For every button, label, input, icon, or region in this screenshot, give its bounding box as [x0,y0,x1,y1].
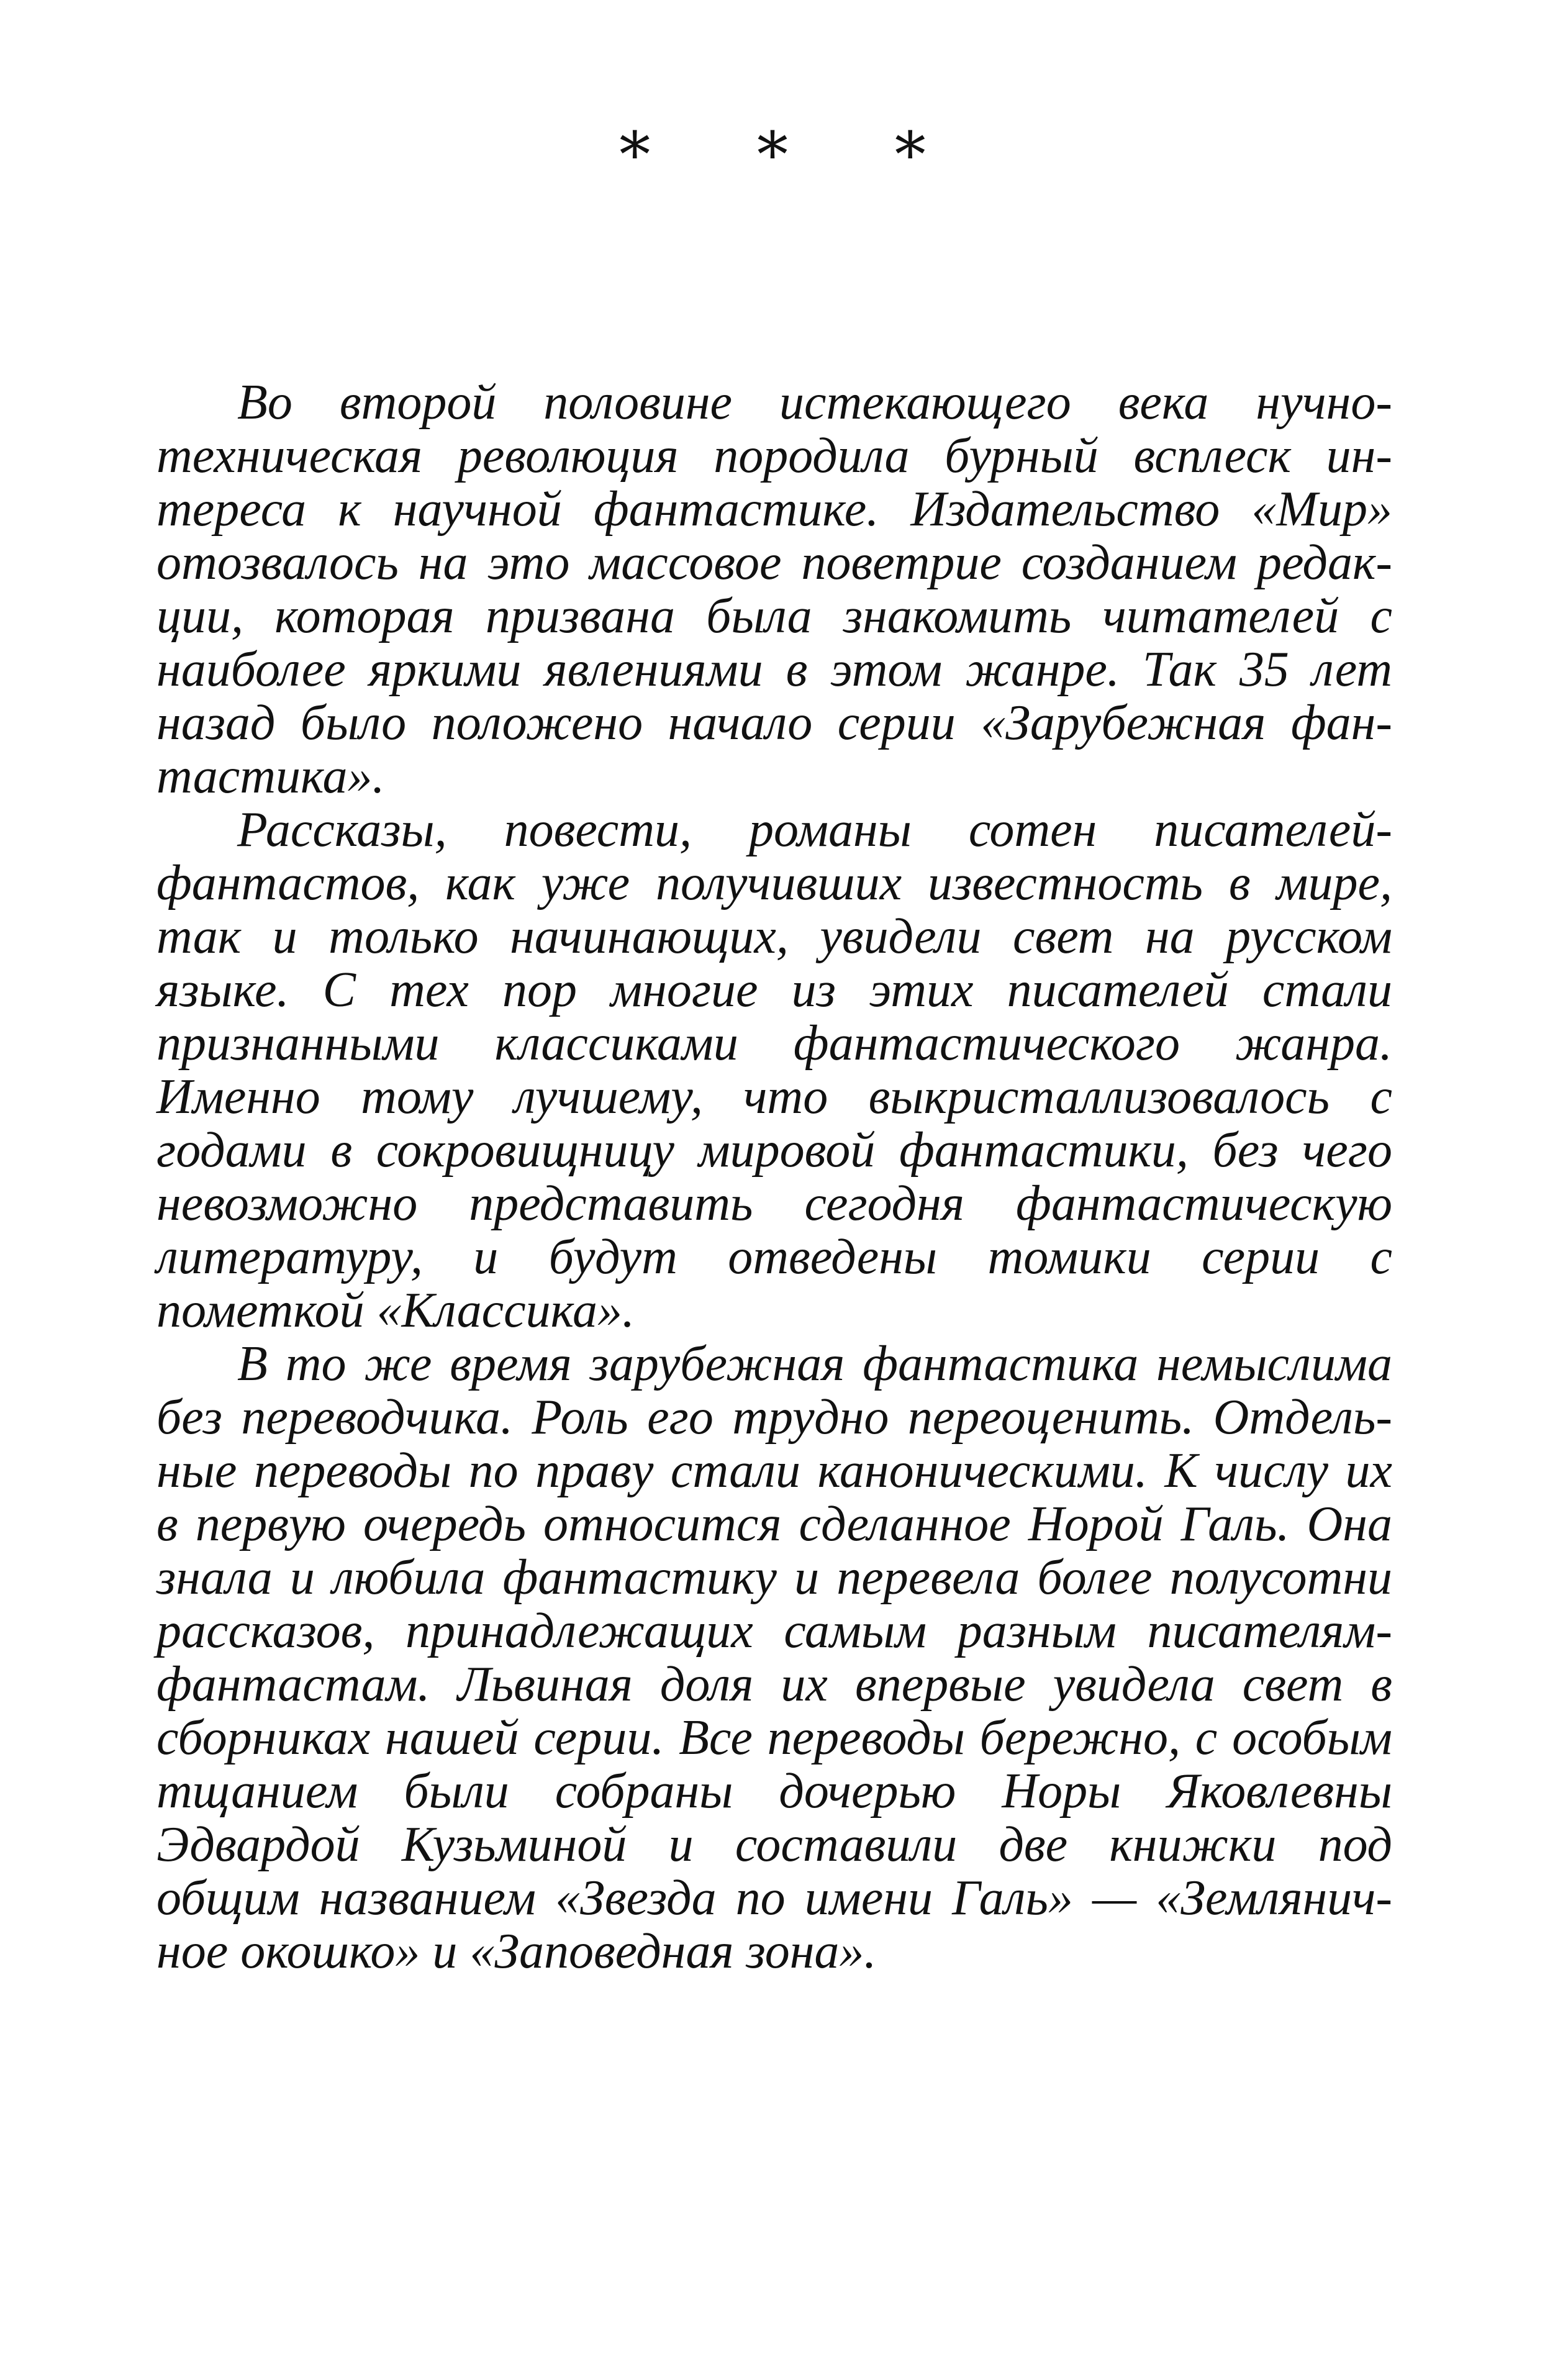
text-line: фантастов, как уже получивших известность в мире, [156,856,1392,911]
text-line: невозможно представить сегодня фантастическую [156,1176,1392,1231]
text-line: ные переводы по праву стали каноническими. К числу их [156,1443,1392,1498]
text-line: рассказов, принадлежащих самым разным писателям- [156,1604,1392,1658]
text-line: пометкой «Классика». [156,1283,635,1338]
text-line: техническая революция породила бурный всплеск ин- [156,429,1392,483]
text-line: годами в сокровищницу мировой фантастики, без чего [156,1123,1392,1178]
text-line: Эдвардой Кузьминой и составили две книжки под [156,1817,1392,1872]
section-ornament: * * * [619,119,969,191]
text-line: общим названием «Звезда по имени Галь» — «Землянич- [156,1871,1392,1925]
text-line: Рассказы, повести, романы сотен писателей- [237,802,1392,857]
text-line: наиболее яркими явлениями в этом жанре. Так 35 лет [156,642,1392,697]
text-line: тастика». [156,749,385,804]
text-line: сборниках нашей серии. Все переводы бережно, с особым [156,1710,1392,1765]
text-line: литературу, и будут отведены томики серии с [156,1230,1392,1284]
text-line: тереса к научной фантастике. Издательство «Мир» [156,482,1392,537]
text-line: Во второй половине истекающего века нучно- [237,375,1392,430]
text-line: так и только начинающих, увидели свет на русском [156,909,1392,964]
text-line: отозвалось на это массовое поветрие созданием редак- [156,535,1392,590]
text-line: назад было положено начало серии «Зарубежная фан- [156,696,1392,750]
text-line: в первую очередь относится сделанное Норой Галь. Она [156,1497,1392,1551]
text-line: Именно тому лучшему, что выкристаллизовалось с [156,1070,1392,1124]
text-line: без переводчика. Роль его трудно переоценить. Отдель- [156,1390,1392,1445]
text-line: языке. С тех пор многие из этих писателей стали [156,963,1392,1017]
text-line: ное окошко» и «Заповедная зона». [156,1924,877,1979]
text-line: знала и любила фантастику и перевела более полусотни [156,1550,1392,1605]
text-line: ции, которая призвана была знакомить читателей с [156,589,1392,643]
text-line: тщанием были собраны дочерью Норы Яковлевны [156,1764,1392,1819]
text-line: фантастам. Львиная доля их впервые увидела свет в [156,1657,1392,1712]
text-line: признанными классиками фантастического жанра. [156,1016,1392,1071]
text-line: В то же время зарубежная фантастика немыслима [237,1337,1392,1391]
preface-text [156,376,1392,1978]
